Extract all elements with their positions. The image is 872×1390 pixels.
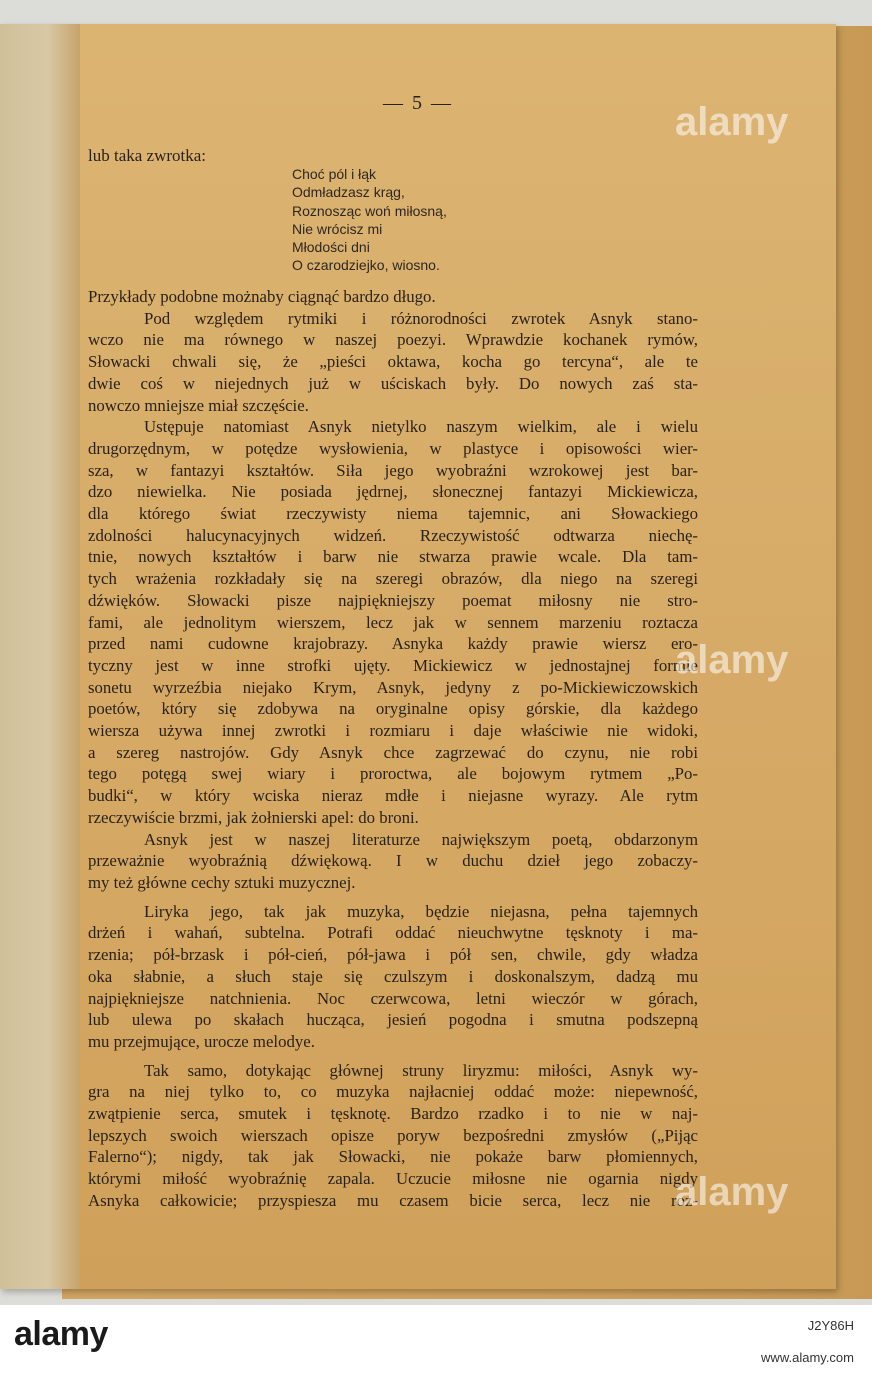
poem-line: Choć pól i łąk bbox=[292, 166, 377, 182]
text-line: gra na niej tylko to, co muzyka najłacniej oddać może: niepewność, bbox=[88, 1082, 698, 1102]
text-line: sza, w fantazyi kształtów. Siła jego wyobraźni wzrokowej jest bar- bbox=[88, 460, 698, 480]
text-line: Tak samo, dotykając głównej struny liryzmu: miłości, Asnyk wy- bbox=[144, 1060, 698, 1080]
paragraph-6 bbox=[88, 1060, 698, 1212]
text-line: którymi miłość wyobraźnię zapala. Uczucie miłosne nie ogarnia nigdy bbox=[88, 1169, 698, 1189]
text-line: najpiękniejsze natchnienia. Noc czerwcowa, letni wieczór w górach, bbox=[88, 988, 698, 1008]
text-line: tyczny jest w inne strofki ujęty. Mickiewicz w jednostajnej formie bbox=[88, 655, 698, 675]
text-line: a szereg nastrojów. Gdy Asnyk chce zagrzewać do czynu, nie robi bbox=[88, 742, 698, 762]
poem-line: O czarodziejko, wiosno. bbox=[292, 257, 440, 274]
text-line: my też główne cechy sztuki muzycznej. bbox=[88, 872, 356, 892]
text-line: oka słabnie, a słuch staje się czulszym i doskonalszym, dadzą mu bbox=[88, 966, 698, 986]
alamy-logo: alamy bbox=[14, 1315, 108, 1353]
text-line: dwie coś w niejednych już w uściskach były. Do nowych zaś sta- bbox=[88, 373, 698, 393]
paragraph-3 bbox=[88, 416, 698, 828]
paragraph-1 bbox=[88, 286, 698, 308]
text-line: wczo nie ma równego w naszej poezyi. Wprawdzie kochanek rymów, bbox=[88, 330, 698, 350]
text-line: nowczo mniejsze miał szczęście. bbox=[88, 395, 309, 415]
text-line: zwątpienie serca, smutek i tęsknotę. Bardzo rzadko i to nie w naj- bbox=[88, 1104, 698, 1124]
text-line: tnie, nowych kształtów i barw nie stwarza prawie wcale. Dla tam- bbox=[88, 547, 698, 567]
poem-line: Młodości dni bbox=[292, 239, 370, 256]
watermark: alamy bbox=[675, 638, 789, 682]
paragraph-4 bbox=[88, 829, 698, 894]
image-id: J2Y86H bbox=[807, 1318, 854, 1333]
text-line: drugorzędnym, w potędze wysłowienia, w plastyce i opisowości wier- bbox=[88, 438, 698, 458]
paragraph-2 bbox=[88, 308, 698, 417]
text-line: lub ulewa po skałach hucząca, jesień pogodna i smutna podszepną bbox=[88, 1010, 698, 1030]
text-line: sonetu wyrzeźbia niejako Krym, Asnyk, jedyny z po-Mickiewiczowskich bbox=[88, 677, 698, 697]
text-line: zdolności halucynacyjnych widzeń. Rzeczywistość odtwarza niechę- bbox=[88, 525, 698, 545]
body-text bbox=[88, 286, 698, 1212]
text-line: budki“, w który wciska nieraz mdłe i niejasne wyrazy. Ale rytm bbox=[88, 786, 698, 806]
poem-line: Odmładzasz krąg, bbox=[292, 184, 405, 201]
text-line: przed nami cudowne krajobrazy. Asnyka każdy prawie wiersz ero- bbox=[88, 634, 698, 654]
text-line: rzenia; pół-brzask i pół-cień, pół-jawa i pół sen, chwile, gdy władza bbox=[88, 945, 698, 965]
text-line: wiersza używa innej zwrotki i rozmiaru i daje właściwie nie widoki, bbox=[88, 721, 698, 741]
text-line: dźwięków. Słowacki pisze najpiękniejszy poemat miłosny nie stro- bbox=[88, 590, 698, 610]
page-binding-strip bbox=[0, 24, 80, 1289]
text-line: przeważnie wyobraźnią dźwiękową. I w duchu dzieł jego zobaczy- bbox=[88, 851, 698, 871]
text-line: drżeń i wahań, subtelna. Potrafi oddać nieuchwytne tęsknoty i ma- bbox=[88, 923, 698, 943]
page-number: — 5 — bbox=[383, 92, 453, 114]
text-line: Słowacki chwali się, że „pieści oktawa, kocha go tercyna“, ale te bbox=[88, 352, 698, 372]
text-line: Pod względem rytmiki i różnorodności zwrotek Asnyk stano- bbox=[144, 308, 698, 328]
poem-intro: lub taka zwrotka: bbox=[88, 146, 207, 165]
text-line: fami, ale jednolitym wierszem, lecz jak w sennem marzeniu roztacza bbox=[88, 612, 698, 632]
text-line: mu przejmujące, urocze melodye. bbox=[88, 1031, 315, 1051]
text-line: Falerno“); nigdy, tak jak Słowacki, nie pokaże barw płomiennych, bbox=[88, 1147, 698, 1167]
stock-footer bbox=[0, 1305, 872, 1390]
stock-url: www.alamy.com bbox=[761, 1350, 854, 1365]
paragraph-5 bbox=[88, 901, 698, 1053]
poem-line: Roznosząc woń miłosną, bbox=[292, 202, 447, 219]
text-line: tych wrażenia rozkładały się na szeregi obrazów, dla niego na szeregi bbox=[88, 569, 698, 589]
poem-line: Nie wrócisz mi bbox=[292, 220, 383, 237]
watermark: alamy bbox=[675, 100, 789, 144]
text-line: tego potęgą swej wiary i proroctwa, ale bojowym rytmem „Po- bbox=[88, 764, 698, 784]
text-line: dzo niewielka. Nie posiada jędrnej, słonecznej fantazyi Mickiewicza, bbox=[88, 482, 698, 502]
text-line: rzeczywiście brzmi, jak żołnierski apel: do broni. bbox=[88, 807, 419, 827]
text-line: dla którego świat rzeczywisty niema tajemnic, ani Słowackiego bbox=[88, 504, 698, 524]
text-line: lepszych swoich wierszach opisze poryw bezpośredni zmysłów („Pijąc bbox=[88, 1125, 698, 1145]
text-line: Asnyk jest w naszej literaturze największym poetą, obdarzonym bbox=[144, 829, 698, 849]
text-line: Liryka jego, tak jak muzyka, będzie niejasna, pełna tajemnych bbox=[144, 901, 698, 921]
text-line: Asnyka całkowicie; przyspiesza mu czasem bicie serca, lecz nie roz- bbox=[88, 1190, 698, 1210]
poem-stanza bbox=[292, 165, 447, 275]
text-line: Ustępuje natomiast Asnyk nietylko naszym wielkim, ale i wielu bbox=[144, 417, 698, 437]
text-line: Przykłady podobne możnaby ciągnąć bardzo długo. bbox=[88, 287, 436, 306]
watermark: alamy bbox=[675, 1170, 789, 1214]
text-line: poetów, który się zdobywa na oryginalne opisy górskie, dla każdego bbox=[88, 699, 698, 719]
